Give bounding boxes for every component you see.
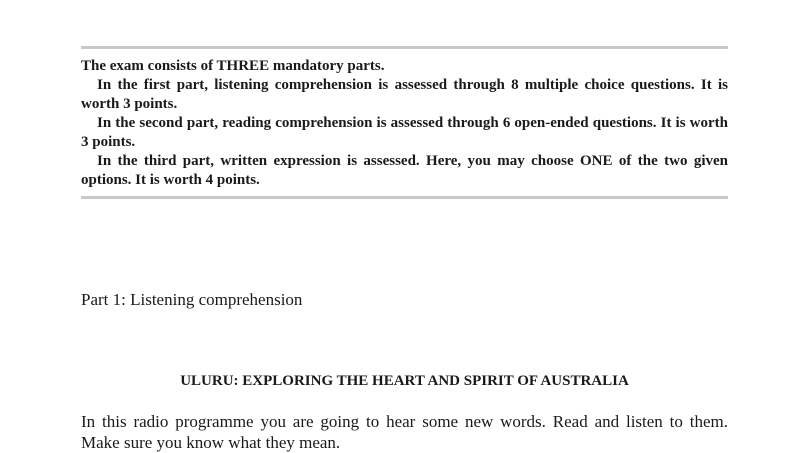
part3-description: In the third part, written expression is assessed. Here, you may choose ONE of the two given options. It is worth 4 points. — [81, 153, 728, 188]
section-title: ULURU: EXPLORING THE HEART AND SPIRIT OF AUSTRALIA — [180, 373, 629, 389]
instructions-text: In this radio programme you are going to hear some new words. Read and listen to them. Make sure you know what they mean. — [81, 412, 728, 452]
part1-description: In the first part, listening comprehension is assessed through 8 multiple choice questions. It is worth 3 points. — [81, 77, 728, 112]
exam-info-box — [81, 57, 728, 190]
bottom-divider — [81, 196, 728, 199]
part2-description: In the second part, reading comprehension is assessed through 6 open-ended questions. It is worth 3 points. — [81, 115, 728, 150]
top-divider — [81, 46, 728, 49]
part-heading: Part 1: Listening comprehension — [81, 290, 303, 309]
exam-overview: The exam consists of THREE mandatory parts. — [81, 58, 385, 74]
